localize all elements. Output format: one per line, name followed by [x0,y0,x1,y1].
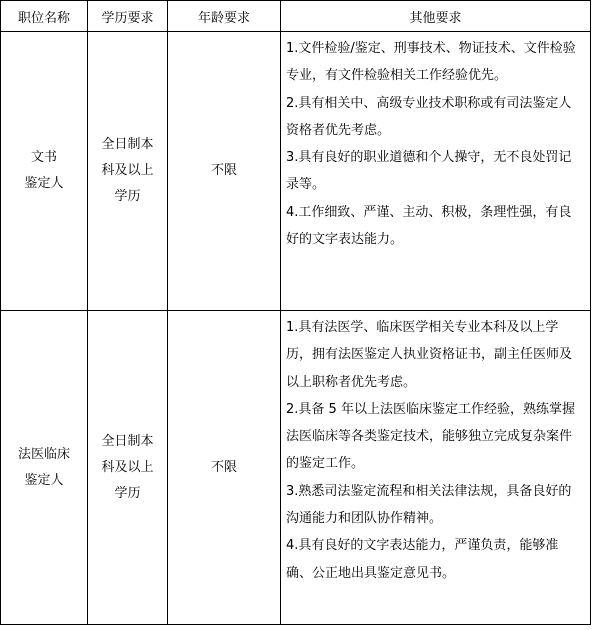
requirement-item: 4.具有良好的文字表达能力，严谨负责，能够准确、公正地出具鉴定意见书。 [286,538,559,581]
education-cell [88,32,168,311]
header-other-requirements: 其他要求 [281,1,591,32]
table-row [1,311,591,625]
age-cell: 不限 [168,32,281,311]
requirements-cell [281,32,591,311]
position-line: 法医临床 [17,446,70,462]
position-cell [1,311,88,625]
education-line: 全日制本 [101,433,154,449]
requirement-item: 2.具备 5 年以上法医临床鉴定工作经验，熟练掌握法医临床等各类鉴定技术，能够独立完成复杂案件的鉴定工作。 [286,401,575,472]
education-line: 学历 [114,189,141,204]
education-line: 全日制本 [101,137,154,152]
education-line: 学历 [114,485,141,501]
requirement-item: 3.具有良好的职业道德和个人操守，无不良处罚记录等。 [286,150,572,193]
position-line: 鉴定人 [24,176,64,191]
requirement-item: 2.具有相关中、高级专业技术职称或有司法鉴定人资格者优先考虑。 [286,95,572,138]
position-line: 文书 [30,150,57,165]
education-line: 科及以上 [101,459,154,475]
requirement-item: 3.熟悉司法鉴定流程和相关法律法规，具备良好的沟通能力和团队协作精神。 [286,483,572,527]
education-line: 科及以上 [101,163,154,178]
table-row [1,32,591,311]
position-cell [1,32,88,311]
age-cell: 不限 [168,311,281,625]
requirement-item: 4.工作细致、严谨、主动、积极，条理性强，有良好的文字表达能力。 [286,204,572,248]
header-age: 年龄要求 [168,1,281,32]
requirements-cell [281,311,591,625]
requirement-item: 1.文件检验/鉴定、刑事技术、物证技术、文件检验专业，有文件检验相关工作经验优先。 [286,41,576,84]
requirement-item: 1.具有法医学、临床医学相关专业本科及以上学历，拥有法医鉴定人执业资格证书，副主任医师及以上职称者优先考虑。 [286,320,573,390]
header-position: 职位名称 [1,1,88,32]
header-row [1,1,591,32]
header-education: 学历要求 [88,1,168,32]
position-line: 鉴定人 [24,472,64,488]
education-cell [88,311,168,625]
